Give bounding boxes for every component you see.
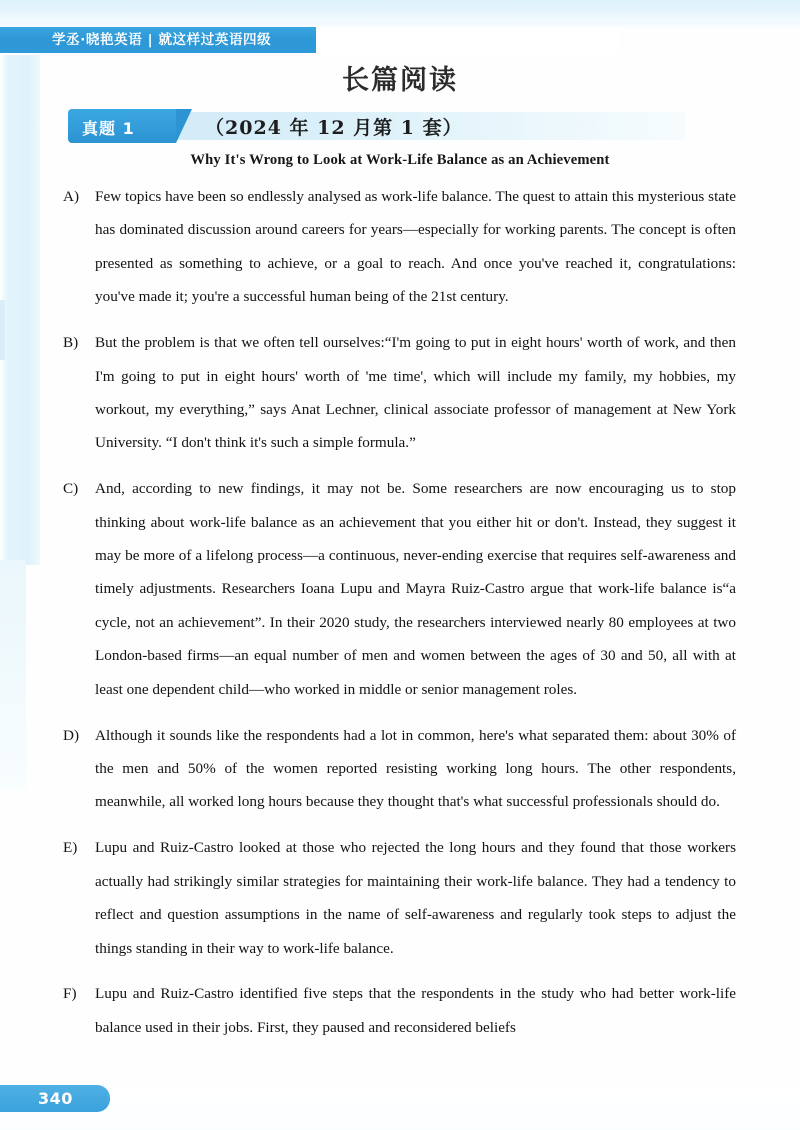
paragraph-text: Lupu and Ruiz-Castro identified five steps that the respondents in the study who had better work-life balance used in their jobs. First, they paused and reconsidered beliefs	[95, 985, 736, 1036]
scan-edge-left-tint	[0, 55, 40, 565]
paragraph-d	[63, 719, 736, 819]
running-header-text: 学丞·晓艳英语 | 就这样过英语四级	[52, 32, 272, 48]
scan-edge-top-tint	[0, 0, 800, 22]
paragraph-a	[63, 180, 736, 314]
scan-edge-left-soft-tint	[0, 560, 26, 790]
paragraph-f	[63, 977, 736, 1044]
paragraph-text: Although it sounds like the respondents had a lot in common, here's what separated them: about 30% of the men and 50% of the women reported resisting working long hours. The other respondents, meanwhile, all worked long hours because they thought that's what successful professionals should do.	[95, 726, 736, 811]
exam-set-label: （2024 年 12 月第 1 套）	[205, 117, 463, 139]
paragraph-text: Few topics have been so endlessly analysed as work-life balance. The quest to attain this mysterious state has dominated discussion around careers for years—especially for working parents. The concept is often presented as something to achieve, or a goal to reach. And once you've reached it, congratulations: you've made it; you're a successful human being of the 21st century.	[95, 188, 736, 306]
exam-set-row	[68, 109, 685, 143]
paragraph-text: But the problem is that we often tell ourselves:“I'm going to put in eight hours' worth of work, and then I'm going to put in eight hours' worth of 'me time', which will include my family, my hobbies, my workout, my everything,” says Anat Lechner, clinical associate professor of management at New York University. “I don't think it's such a simple formula.”	[95, 334, 736, 452]
paragraph-b	[63, 326, 736, 460]
paragraph-text: Lupu and Ruiz-Castro looked at those who rejected the long hours and they found that those workers actually had strikingly similar strategies for maintaining their work-life balance. They had a tendency to reflect and question assumptions in the name of self-awareness and regularly took steps to adjust the things standing in their way to work-life balance.	[95, 839, 736, 957]
page-title: 长篇阅读	[342, 65, 458, 96]
paragraph-label: F)	[63, 985, 77, 1003]
page-number: 340	[38, 1089, 73, 1108]
running-header-band-mask	[316, 27, 620, 53]
article-body	[63, 180, 736, 1057]
paragraph-label: B)	[63, 334, 79, 352]
scan-edge-bottom-tint	[0, 1088, 800, 1130]
paragraph-label: D)	[63, 726, 80, 744]
paragraph-e	[63, 831, 736, 965]
paragraph-label: E)	[63, 839, 78, 857]
scan-edge-left-accent	[0, 300, 5, 360]
paragraph-label: C)	[63, 480, 79, 498]
paragraph-text: And, according to new findings, it may not be. Some researchers are now encouraging us to stop thinking about work-life balance as an achievement that you either hit or don't. Instead, they suggest it may be more of a lifelong process—a continuous, never-ending exercise that requires self-awareness and timely adjustments. Researchers Ioana Lupu and Mayra Ruiz-Castro argue that work-life balance is“a cycle, not an achievement”. In their 2020 study, the researchers interviewed nearly 80 employees at two London-based firms—an equal number of men and women between the ages of 30 and 50, all with at least one dependent child—who worked in middle or senior management roles.	[95, 480, 736, 698]
paragraph-label: A)	[63, 188, 80, 205]
exam-number-badge-label: 真题 1	[82, 119, 135, 138]
paragraph-c	[63, 472, 736, 706]
article-title: Why It's Wrong to Look at Work-Life Balance as an Achievement	[190, 152, 610, 168]
